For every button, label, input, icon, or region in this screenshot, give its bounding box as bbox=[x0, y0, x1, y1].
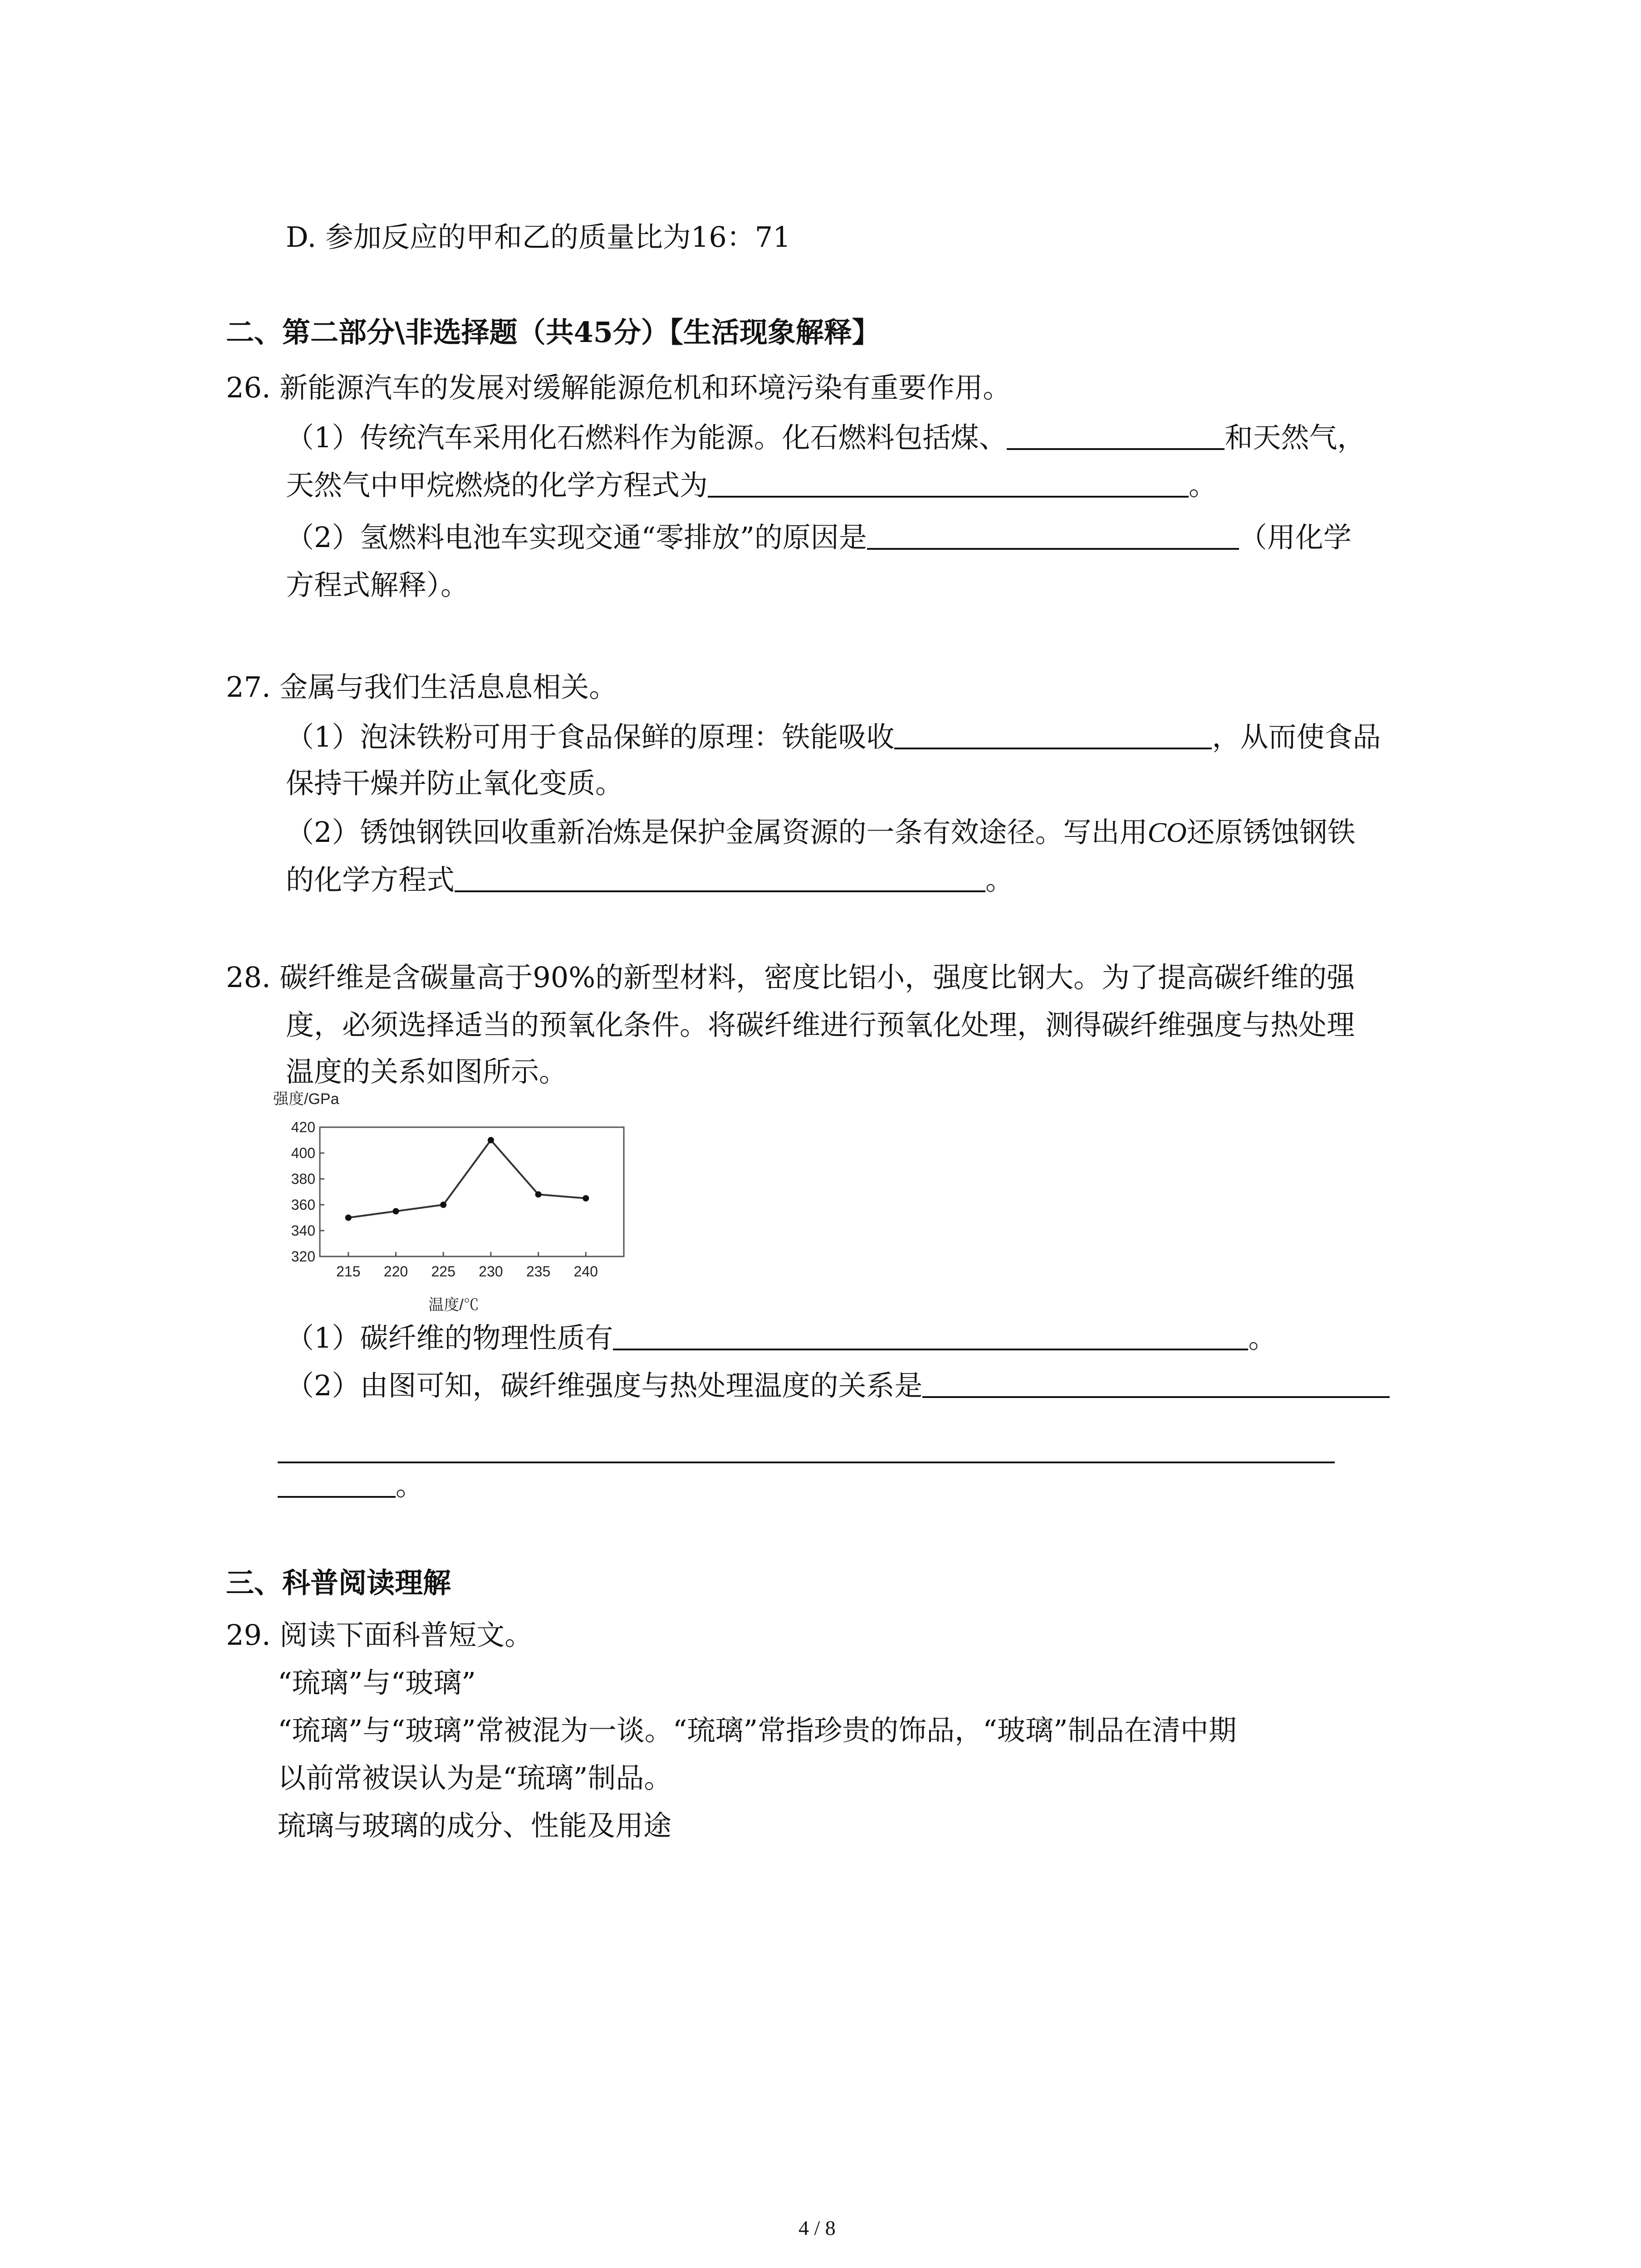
q29-para1-line2: 以前常被误认为是“琉璃”制品。 bbox=[278, 1761, 672, 1794]
q28-line3: 温度的关系如图所示。 bbox=[286, 1055, 568, 1088]
q27-part2-line2 bbox=[286, 860, 1014, 900]
q28-blank-relationship-a[interactable] bbox=[922, 1369, 1390, 1398]
q28-part2-line3 bbox=[278, 1465, 424, 1506]
q27-part1-line1 bbox=[286, 717, 1381, 758]
page-number: 4 / 8 bbox=[798, 2216, 836, 2239]
q26-blank-hydrogen-equation[interactable] bbox=[867, 521, 1239, 550]
x-tick-label: 240 bbox=[573, 1263, 598, 1280]
q26-part1-text-b: 和天然气， bbox=[1225, 421, 1366, 454]
q28-line2: 度，必须选择适当的预氧化条件。将碳纤维进行预氧化处理，测得碳纤维强度与热处理 bbox=[286, 1008, 1355, 1041]
q26-part2-text-b: （用化学 bbox=[1239, 521, 1352, 554]
x-tick-label: 235 bbox=[526, 1263, 551, 1280]
q28-line1: 28. 碳纤维是含碳量高于90%的新型材料，密度比铝小，强度比钢大。为了提高碳纤维的强 bbox=[226, 961, 1355, 994]
data-point bbox=[393, 1208, 399, 1214]
section-3-heading: 三、科普阅读理解 bbox=[226, 1566, 451, 1599]
q27-blank-iron-absorbs[interactable] bbox=[894, 720, 1212, 749]
data-point bbox=[535, 1191, 542, 1198]
q26-part2-text-a: （2）氢燃料电池车实现交通“零排放”的原因是 bbox=[286, 521, 867, 554]
q26-part1-text-c: 天然气中甲烷燃烧的化学方程式为 bbox=[286, 469, 708, 502]
q28-part1-end: 。 bbox=[1248, 1321, 1277, 1354]
y-tick-label: 340 bbox=[291, 1222, 315, 1239]
q26-blank-methane-equation[interactable] bbox=[708, 469, 1189, 498]
q27-blank-co-equation[interactable] bbox=[455, 863, 985, 892]
q27-part1-line2: 保持干燥并防止氧化变质。 bbox=[286, 767, 624, 800]
q26-part1-line2 bbox=[286, 465, 1217, 506]
data-point bbox=[583, 1195, 589, 1202]
q28-part2-end: 。 bbox=[396, 1469, 424, 1502]
q26-part2-line2: 方程式解释）。 bbox=[286, 568, 469, 601]
q26-part1-line1 bbox=[286, 417, 1365, 458]
q29-para1-line1: “琉璃”与“玻璃”常被混为一谈。“琉璃”常指珍贵的饰品，“玻璃”制品在清中期 bbox=[278, 1714, 1237, 1747]
strength-temperature-chart bbox=[272, 1089, 635, 1315]
y-tick-label: 380 bbox=[291, 1171, 315, 1187]
q27-co-formula: CO bbox=[1147, 817, 1187, 848]
y-tick-label: 400 bbox=[291, 1145, 315, 1161]
q28-blank-relationship-b[interactable] bbox=[278, 1461, 1335, 1463]
y-axis-label: 强度/GPa bbox=[273, 1090, 339, 1108]
q28-part2-line bbox=[286, 1365, 1390, 1406]
section-2-heading: 二、第二部分\非选择题（共45分）【生活现象解释】 bbox=[226, 316, 880, 349]
q26-part2-line1 bbox=[286, 517, 1352, 558]
q27-part2-text-a: （2）锈蚀钢铁回收重新冶炼是保护金属资源的一条有效途径。写出用 bbox=[286, 816, 1148, 849]
q27-part2-text-c: 的化学方程式 bbox=[286, 863, 455, 896]
y-tick-label: 320 bbox=[291, 1248, 315, 1265]
q29-article-title: “琉璃”与“玻璃” bbox=[278, 1666, 476, 1699]
option-d: D. 参加反应的甲和乙的质量比为16：71 bbox=[286, 220, 791, 254]
q28-part1-line bbox=[286, 1318, 1276, 1359]
x-tick-label: 215 bbox=[336, 1263, 361, 1280]
q26-blank-fossil-fuel[interactable] bbox=[1007, 421, 1225, 450]
q27-part2-line1 bbox=[286, 812, 1356, 853]
q29-subheading: 琉璃与玻璃的成分、性能及用途 bbox=[278, 1809, 672, 1842]
x-tick-label: 225 bbox=[431, 1263, 456, 1280]
q29-stem: 29. 阅读下面科普短文。 bbox=[226, 1618, 533, 1652]
data-point bbox=[345, 1215, 352, 1221]
plot-area bbox=[320, 1127, 624, 1256]
q27-part1-text-a: （1）泡沫铁粉可用于食品保鲜的原理：铁能吸收 bbox=[286, 720, 895, 753]
x-tick-label: 220 bbox=[383, 1263, 408, 1280]
data-point bbox=[488, 1137, 494, 1144]
series-line bbox=[348, 1140, 586, 1218]
q28-blank-physical-properties[interactable] bbox=[613, 1321, 1248, 1350]
x-tick-label: 230 bbox=[479, 1263, 503, 1280]
y-tick-label: 360 bbox=[291, 1197, 315, 1213]
q27-stem: 27. 金属与我们生活息息相关。 bbox=[226, 670, 617, 704]
q27-part2-text-b: 还原锈蚀钢铁 bbox=[1186, 816, 1356, 849]
q28-blank-relationship-c[interactable] bbox=[278, 1469, 396, 1498]
q26-stem: 26. 新能源汽车的发展对缓解能源危机和环境污染有重要作用。 bbox=[226, 371, 1011, 404]
q26-part1-end: 。 bbox=[1189, 469, 1217, 502]
q26-part1-text-a: （1）传统汽车采用化石燃料作为能源。化石燃料包括煤、 bbox=[286, 421, 1007, 454]
data-point bbox=[440, 1202, 446, 1208]
q28-part1-text: （1）碳纤维的物理性质有 bbox=[286, 1321, 613, 1354]
q27-part1-text-b: ，从而使食品 bbox=[1212, 720, 1381, 753]
y-tick-label: 420 bbox=[291, 1119, 315, 1135]
q28-part2-text: （2）由图可知，碳纤维强度与热处理温度的关系是 bbox=[286, 1369, 923, 1402]
x-axis-label: 温度/℃ bbox=[428, 1296, 479, 1314]
q27-part2-end: 。 bbox=[985, 863, 1014, 896]
